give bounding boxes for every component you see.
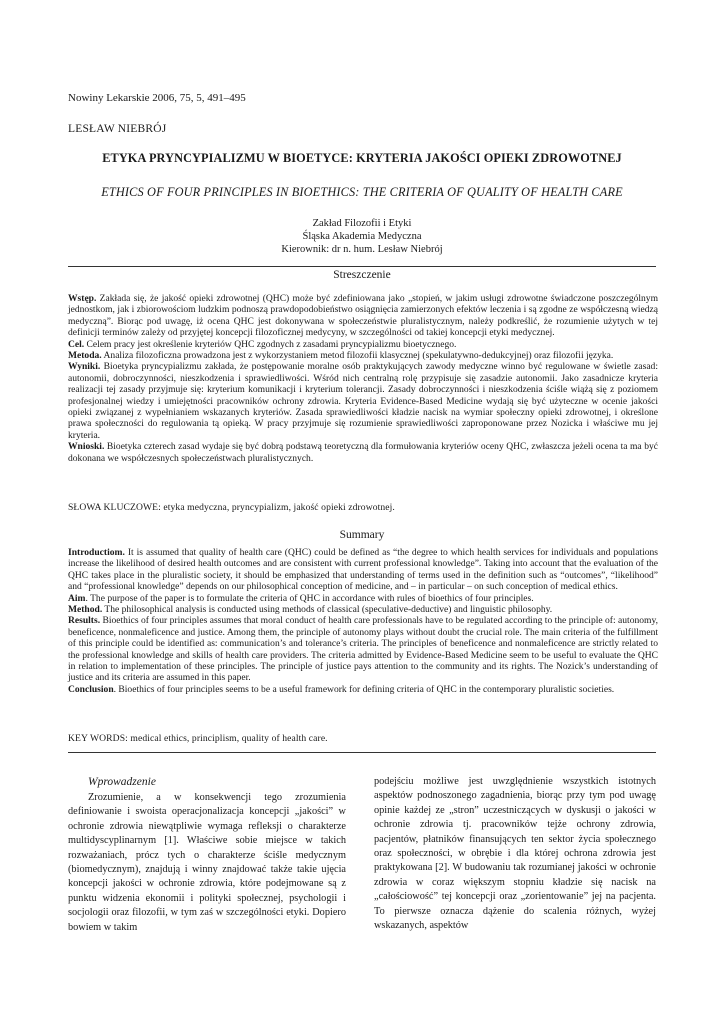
affiliation <box>68 217 656 256</box>
author-name: LESŁAW NIEBRÓJ <box>68 123 167 135</box>
body-paragraph: podejściu możliwe jest uwzględnienie wszystkich istotnych aspektów podnoszonego zagadnienia, biorąc przy tym pod uwagę opinie każdej ze „stron” uczestniczących w dyskusji o jakości w ochronie zdrowia tj. pracowników tejże ochrony zdrowia, pacjentów, płatników finansujących ten sektor życia społecznego oraz społeczności, w obrębie i dla której ochrona zdrowia jest praktykowana [2]. W budowaniu tak rozumianej jakości w ochronie zdrowia w coraz większym stopniu kładzie się nacisk na „całościowość” tej koncepcji oraz „zorientowanie” jej na pacjenta. To pierwsze oznacza dążenie do scalenia różnych, wyżej wskazanych, aspektów <box>374 776 656 932</box>
abstract-text: The philosophical analysis is conducted using methods of classical (speculative-deductive) and linguistic philosophy. <box>102 604 553 616</box>
body-column-right <box>374 775 656 933</box>
abstract-label: Method. <box>68 604 103 616</box>
abstract-paragraph <box>68 350 658 361</box>
streszczenie-heading: Streszczenie <box>333 269 391 281</box>
abstract-text: Bioetyka pryncypializmu zakłada, że postępowanie moralne osób praktykujących zawody medyczne winno być regulowane w świetle zasad: autonomii, dobroczynności, nieszkodzenia i sprawiedliwości. Wśród nich centralną rolę przypisuje się zasadzie autonomii. Jako zasadnicze kryteria realizacji tej zasady przyjmuje się: kryterium komunikacji i kryterium tolerancji. Zasady dobroczynności i nieszkodzenia ściśle wiążą się z poziomem profesjonalnej wiedzy i umiejętności pracowników ochrony zdrowia. Kryteria Evidence-Based Medicine wydają się być użyteczne w ocenie jakości opieki związanej z wypełnianiem wskazanych kryteriów. Zasada sprawiedliwości kładzie nacisk na wymiar społeczny opieki zdrowotnej, i określone prawa społeczności do regulowania tą opieką. W pracy przyjmuje się rozumienie sprawiedliwości zaproponowane przez Nozicka i właściwe mu jej kryteria. <box>68 361 658 441</box>
abstract-label: Wnioski. <box>68 441 105 453</box>
abstract-paragraph <box>68 361 658 441</box>
bottom-divider <box>68 752 656 753</box>
abstract-label: Wyniki. <box>68 361 101 373</box>
abstract-paragraph <box>68 293 658 339</box>
affiliation-line: Śląska Akademia Medyczna <box>302 231 422 242</box>
abstract-text: . Bioethics of four principles seems to be a useful framework for defining criteria of QHC in the contemporary pluralistic societies. <box>113 683 615 695</box>
affiliation-line: Kierownik: dr n. hum. Lesław Niebrój <box>281 244 443 255</box>
summary-heading: Summary <box>339 529 385 541</box>
abstract-text: Analiza filozoficzna prowadzona jest z wykorzystaniem metod filozofii klasycznej (spekulatywno-dedukcyjnej) oraz filozofii języka. <box>101 350 614 362</box>
abstract-paragraph <box>68 593 658 604</box>
journal-reference: Nowiny Lekarskie 2006, 75, 5, 491–495 <box>68 92 246 104</box>
abstract-text: It is assumed that quality of health care (QHC) could be defined as “the degree to which health services for individuals and populations increase the likelihood of desired health outcomes and are consistent with current professional knowledge”. Taking into account that the evaluation of the QHC takes place in the pluralistic society, it should be emphasized that understanding of terms used in the definition such as “outcomes”, “likelihood” and “professional knowledge” depends on our philosophical conception of medicine, and – in particular – on such conception of medical ethics. <box>68 547 658 593</box>
abstract-text: Zakłada się, że jakość opieki zdrowotnej (QHC) może być zdefiniowana jako „stopień, w jakim usługi zdrowotne świadczone poszczególnym jednostkom, jak i zbiorowościom ludzkim podnoszą prawdopodobieństwo osiągnięcia zamierzonych efektów leczenia i są zgodne ze współczesną wiedzą medyczną”. Biorąc pod uwagę, iż ocena QHC jest dokonywana w społeczeństwie pluralistycznym, należy podkreślić, że rozumienie użytych w tej definicji terminów zależy od przyjętej koncepcji filozoficznej medycyny, w szczególności od takiej koncepcji etyki medycznej. <box>68 293 658 339</box>
abstract-paragraph <box>68 547 658 593</box>
abstract-paragraph <box>68 441 658 464</box>
top-divider <box>68 266 656 267</box>
streszczenie-abstract <box>68 293 658 464</box>
keywords-polish: SŁOWA KLUCZOWE: etyka medyczna, pryncypializm, jakość opieki zdrowotnej. <box>68 502 395 513</box>
abstract-text: Bioethics of four principles assumes that moral conduct of health care professionals have to be regulated according to the principle of: autonomy, beneficence, nonmaleficence and justice. Among them, the principle of autonomy plays without doubt the crucial role. The main criteria of the fulfillment of this principle could be identified as: communication’s and tolerance’s criteria. The principles of beneficence and nonmaleficence are strictly related to the professional knowledge and skills of health care providers. The criteria admitted by Evidence-Based Medicine seem to be useful to evaluate the QHC in relation to implementation of these principles. The principle of justice pays attention to the community and its rights. The Nozick’s understanding of justice and its criteria are assumed in this paper. <box>68 615 658 684</box>
summary-abstract <box>68 547 658 695</box>
abstract-paragraph <box>68 684 658 695</box>
section-title: Wprowadzenie <box>88 776 156 788</box>
abstract-paragraph <box>68 615 658 683</box>
abstract-text: Bioetyka czterech zasad wydaje się być dobrą podstawą teoretyczną dla formułowania kryteriów oceny QHC, zwłaszcza jeżeli ocena ta ma być dokonana we współczesnych społeczeństwach pluralistycznych. <box>68 441 658 464</box>
abstract-text: . The purpose of the paper is to formulate the criteria of QHC in accordance with rules of bioethics of four principles. <box>85 592 534 604</box>
keywords-english: KEY WORDS: medical ethics, principlism, quality of health care. <box>68 733 328 744</box>
title-polish: ETYKA PRYNCYPIALIZMU W BIOETYCE: KRYTERIA JAKOŚCI OPIEKI ZDROWOTNEJ <box>102 151 622 165</box>
abstract-label: Aim <box>68 592 86 604</box>
title-english: ETHICS OF FOUR PRINCIPLES IN BIOETHICS: THE CRITERIA OF QUALITY OF HEALTH CARE <box>101 185 623 199</box>
abstract-paragraph <box>68 604 658 615</box>
abstract-paragraph <box>68 339 658 350</box>
body-paragraph: Zrozumienie, a w konsekwencji tego zrozumienia definiowanie i swoista operacjonalizacja koncepcji „jakości” w ochronie zdrowia niewątpliwie wymaga refleksji o charakterze multidyscyplinarnym [1]. Właściwe sobie miejsce w takich rozważaniach, prócz tych o charakterze ściśle medycznym (biomedycznym), znajdują i winny znajdować także takie ujęcia koncepcji jakości w ochronie zdrowia, które podejmowane są z punktu widzenia ekonomii i polityki społecznej, psychologii i socjologii oraz filozofii, w tym zaś w szczególności etyki. Dopiero bowiem w takim <box>68 792 346 933</box>
abstract-label: Cel. <box>68 338 85 350</box>
affiliation-line: Zakład Filozofii i Etyki <box>312 218 412 229</box>
abstract-label: Introductiom. <box>68 547 125 558</box>
body-column-left <box>68 775 346 935</box>
abstract-text: Celem pracy jest określenie kryteriów QHC zgodnych z zasadami pryncypializmu bioetycznego. <box>84 338 457 350</box>
abstract-label: Wstęp. <box>68 293 97 304</box>
abstract-label: Metoda. <box>68 350 102 362</box>
abstract-label: Results. <box>68 615 101 627</box>
abstract-label: Conclusion <box>68 683 114 695</box>
